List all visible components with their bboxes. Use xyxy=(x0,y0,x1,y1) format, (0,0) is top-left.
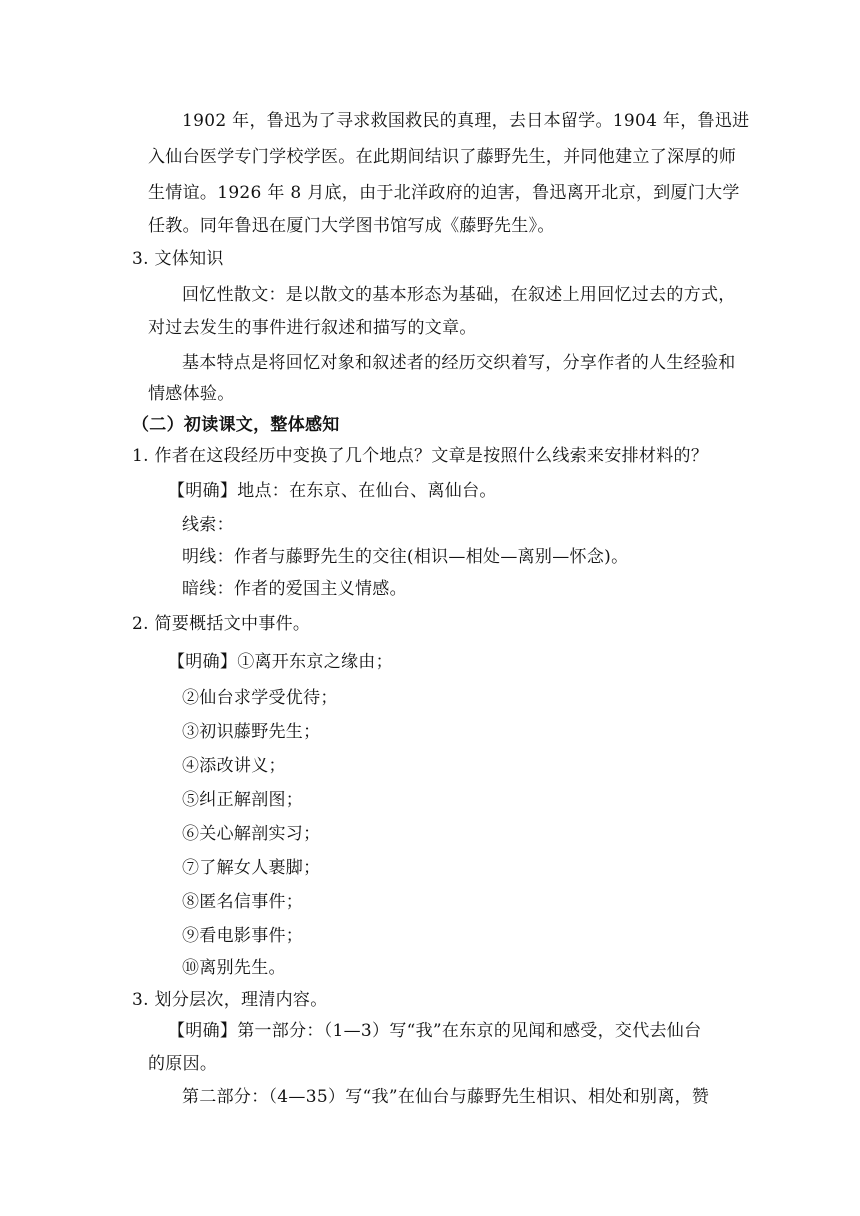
question-2: 2. 简要概括文中事件。 xyxy=(132,614,311,634)
genre-heading: 3. 文体知识 xyxy=(132,249,224,269)
event-item: 【明确】①离开东京之缘由； xyxy=(168,652,393,672)
part1-line: 的原因。 xyxy=(148,1054,218,1074)
answer-places: 【明确】地点：在东京、在仙台、离仙台。 xyxy=(168,481,497,501)
event-item: ⑥关心解剖实习； xyxy=(182,824,321,844)
genre-feature-line: 基本特点是将回忆对象和叙述者的经历交织着写，分享作者的人生经验和 xyxy=(182,353,736,373)
intro-line: 1902 年，鲁迅为了寻求救国救民的真理，去日本留学。1904 年，鲁迅进 xyxy=(182,111,750,131)
event-item: ②仙台求学受优待； xyxy=(182,688,338,708)
event-item: ④添改讲义； xyxy=(182,756,286,776)
event-item: ⑧匿名信事件； xyxy=(182,892,304,912)
part1-line: 【明确】第一部分：（1—3）写“我”在东京的见闻和感受，交代去仙台 xyxy=(168,1021,702,1041)
question-3: 3. 划分层次，理清内容。 xyxy=(132,990,328,1010)
genre-feature-line: 情感体验。 xyxy=(148,384,235,404)
intro-line: 任教。同年鲁迅在厦门大学图书馆写成《藤野先生》。 xyxy=(148,216,555,236)
explicit-clue: 明线：作者与藤野先生的交往(相识—相处—离别—怀念)。 xyxy=(182,547,629,567)
event-item: ⑨看电影事件； xyxy=(182,926,304,946)
part2-line: 第二部分：（4—35）写“我”在仙台与藤野先生相识、相处和别离，赞 xyxy=(182,1087,710,1107)
event-item: ⑩离别先生。 xyxy=(182,958,286,978)
intro-line: 入仙台医学专门学校学医。在此期间结识了藤野先生，并同他建立了深厚的师 xyxy=(148,147,737,167)
event-item: ③初识藤野先生； xyxy=(182,722,321,742)
event-item: ⑤纠正解剖图； xyxy=(182,790,304,810)
intro-line: 生情谊。1926 年 8 月底，由于北洋政府的迫害，鲁迅离开北京，到厦门大学 xyxy=(148,183,740,203)
implicit-clue: 暗线：作者的爱国主义情感。 xyxy=(182,579,407,599)
genre-definition-line: 回忆性散文：是以散文的基本形态为基础，在叙述上用回忆过去的方式， xyxy=(182,285,736,305)
event-item: ⑦了解女人裹脚； xyxy=(182,858,321,878)
section-heading: （二）初读课文，整体感知 xyxy=(132,415,340,435)
question-1: 1. 作者在这段经历中变换了几个地点？文章是按照什么线索来安排材料的？ xyxy=(132,446,709,466)
clue-label: 线索： xyxy=(182,515,234,535)
genre-definition-line: 对过去发生的事件进行叙述和描写的文章。 xyxy=(148,318,477,338)
